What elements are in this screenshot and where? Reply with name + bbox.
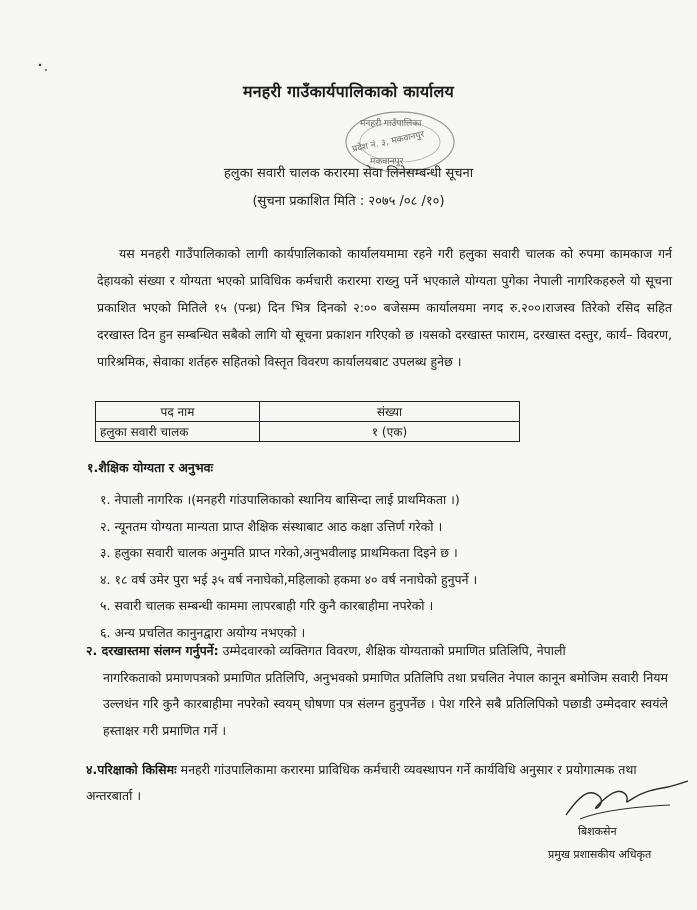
table-header-count: संख्या [260, 402, 520, 422]
section4-heading: ४.परिक्षाको किसिमः [86, 762, 177, 777]
section4-text: मनहरी गांउपालिकामा करारमा प्राविधिक कर्मचारी व्यवस्थापन गर्ने कार्यविधि अनुसार र प्रयोगात्मक तथा अन्तरबार्ता । [86, 762, 637, 803]
list-item: ३. हलुका सवारी चालक अनुमति प्राप्त गरेको,अनुभवीलाइ प्राथमिकता दिइने छ । [100, 545, 458, 561]
section2-first-line: उम्मेदवारको व्यक्तिगत विवरण, शैक्षिक योग्यताको प्रमाणित प्रतिलिपि, नेपाली [222, 643, 566, 658]
published-date: (सुचना प्रकाशित मिति : २०७५ /०८ /१०) [252, 194, 445, 209]
table-row [96, 422, 520, 442]
section1-heading: १.शैक्षिक योग्यता र अनुभवः [87, 460, 214, 475]
list-item: ४. १८ वर्ष उमेर पुरा भई ३५ वर्ष ननाघेको,महिलाको हकमा ४० वर्ष ननाघेको हुनुपर्ने । [100, 571, 478, 587]
table-header-row [96, 402, 520, 422]
section2-paragraph [86, 638, 668, 744]
notice-body-paragraph: यस मनहरी गाउँपालिकाको लागी कार्यपालिकाको कार्यालयमामा रहने गरी हलुका सवारी चालक को रुपमा कामकाज गर्न देहायको संख्या र योग्यता भएको प्राविधिक कर्मचारी करारमा राख्नु पर्ने भएकाले योग्यता पुगेका नेपाली नागरिकहरुले यो सूचना प्रकाशित भएको मितिले १५ (पन्ध्र) दिन भित्र दिनको २:०० बजेसम्म कार्यालयमा नगद रु.२००।राजस्व तिरेको रसिद सहित दरखास्त दिन हुन सम्बन्धित सबैको लागि यो सूचना प्रकाशन गरिएको छ ।यसको दरखास्त फाराम, दरखास्त दस्तुर, कार्य– विवरण, पारिश्रमिक, सेवाका शर्तहरु सहितको विस्तृत विवरण कार्यालयबाट उपलब्ध हुनेछ । [97, 246, 672, 369]
notice-subject: हलुका सवारी चालक करारमा सेवा लिनेसम्बन्धी सूचना [223, 166, 474, 181]
list-item: ५. सवारी चालक सम्बन्धी काममा लापरबाही गरि कुनै कारबाहीमा नपरेको । [100, 598, 434, 614]
list-item: १. नेपाली नागरिक ।(मनहरी गांउपालिकाको स्थानिय बासिन्दा लाई प्राथमिकता ।) [100, 492, 460, 507]
table-header-post: पद नाम [96, 402, 260, 422]
signatory-title: प्रमुख प्रशासकीय अधिकृत [548, 848, 652, 861]
section2-continuation: नागरिकताको प्रमाणपत्रको प्रमाणित प्रतिलिपि, अनुभवको प्रमाणित प्रतिलिपि तथा प्रचलित नेपाल कानून बमोजिम सवारी नियम उल्लधंन गरि कुनै कारबाहीमा नपरेको स्वयम् घोषणा पत्र संलग्न हुनुपर्नेछ । पेश गरिने सबै प्रतिलिपिको पछाडी उम्मेदवार स्वयंले हस्ताक्षर गरी प्रमाणित गर्ने । [103, 669, 668, 738]
posts-table [95, 401, 520, 442]
stamp-line-2: प्रदेश नं. ३, मकवानपुर [351, 129, 426, 155]
handwritten-signature [560, 775, 690, 825]
section2-heading: २. दरखास्तमा संलग्न गर्नुपर्ने: [86, 643, 219, 658]
stamp-line-1: मनहरी गाउँपालिका [360, 119, 422, 129]
list-item: २. न्यूनतम योग्यता मान्यता प्राप्त शैक्षिक संस्थाबाट आठ कक्षा उत्तिर्ण गरेको । [100, 518, 443, 534]
office-title: मनहरी गाउँकार्यपालिकाको कार्यालय [242, 82, 455, 101]
list-item: ६. अन्य प्रचलित कानुनद्वारा अयोग्य नभएको । [100, 624, 306, 640]
scan-speck [38, 62, 48, 72]
qualification-list [100, 487, 660, 647]
signatory-name: बिशकसेन [578, 825, 617, 838]
table-cell-post: हलुका सवारी चालक [96, 422, 260, 442]
stamp-line-3: मकवानपुर [370, 157, 404, 167]
table-cell-count: १ (एक) [260, 422, 520, 442]
